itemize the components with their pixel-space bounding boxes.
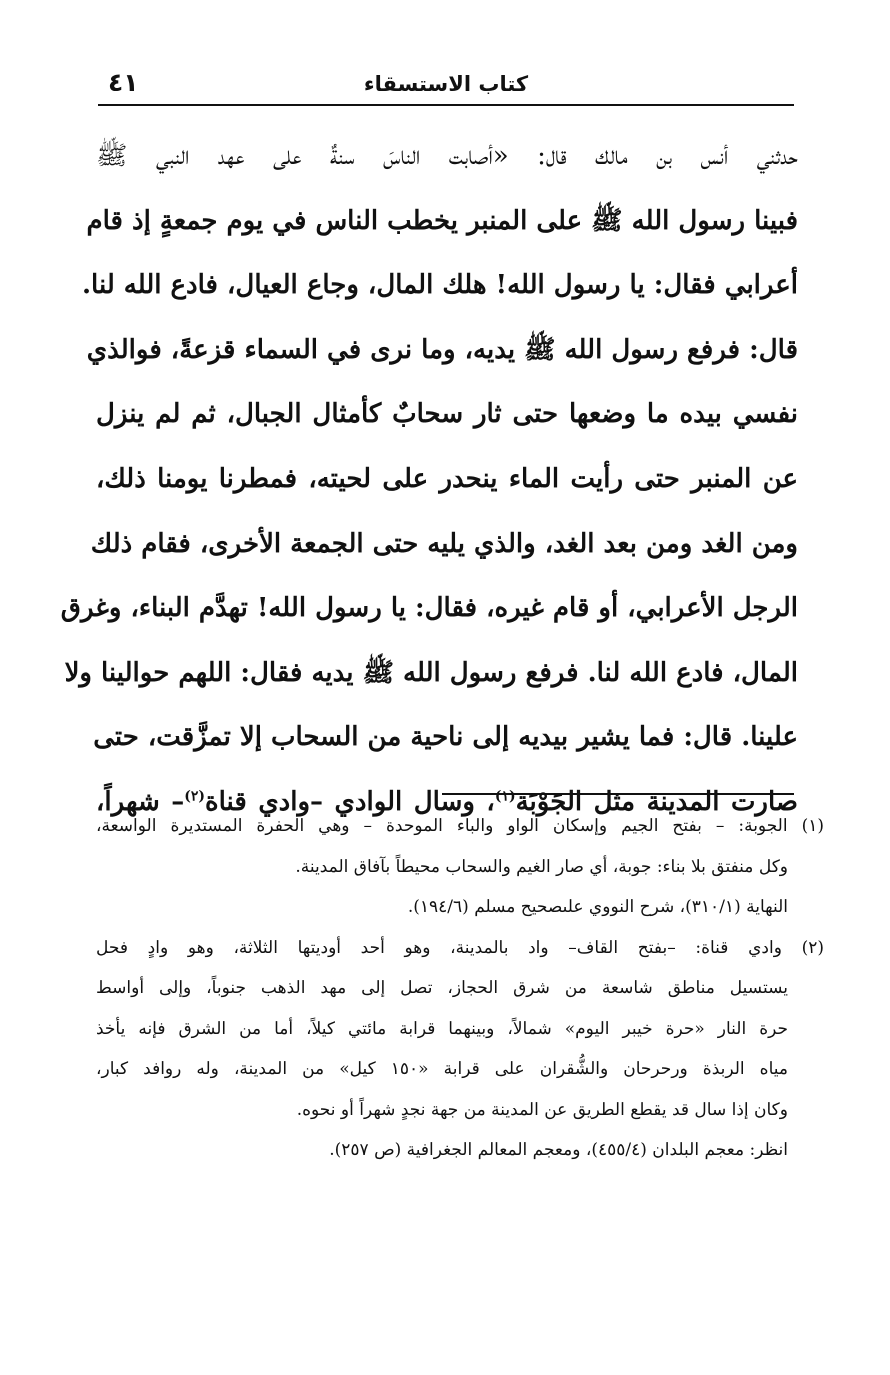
text-line: حدثني أنس بن مالك قال: «أصابت الناسَ سنةٌ على عهد النبي ﷺ xyxy=(96,141,798,171)
text-segment: – شهراً، xyxy=(96,786,185,817)
text-line: نفسي بيده ما وضعها حتى ثار سحابٌ كأمثال الجبال، ثم لم ينزل xyxy=(96,399,798,430)
text-line: أعرابي فقال: يا رسول الله! هلك المال، وجاع العيال، فادع الله لنا. xyxy=(82,270,798,301)
text-line: ومن الغد ومن بعد الغد، والذي يليه حتى الجمعة الأخرى، فقام ذلك xyxy=(90,528,798,559)
page-header xyxy=(98,70,794,100)
text-line: علينا. قال: فما يشير بيديه إلى ناحية من السحاب إلا تمزَّقت، حتى xyxy=(93,722,798,753)
text-line: عن المنبر حتى رأيت الماء ينحدر على لحيته، فمطرنا يومنا ذلك، xyxy=(96,463,798,494)
footnote-ref-1[interactable]: (١) xyxy=(494,788,516,805)
footnote-line: (٢) وادي قناة: –بفتح القاف– واد بالمدينة، وهو أحد أوديتها الثلاثة، وهو وادٍ فحل xyxy=(96,937,824,958)
text-line: المال، فادع الله لنا. فرفع رسول الله ﷺ يديه فقال: اللهم حوالينا ولا xyxy=(64,657,798,688)
chapter-title: كتاب الاستسقاء xyxy=(363,72,529,96)
footnotes xyxy=(96,806,824,1171)
footnote-line: وكان إذا سال قد يقطع الطريق عن المدينة من جهة نجدٍ شهراً أو نحوه. xyxy=(296,1099,788,1120)
footnote-ref-2[interactable]: (٢) xyxy=(184,788,206,805)
page-number: ٤١ xyxy=(108,68,139,97)
text-line: قال: فرفع رسول الله ﷺ يديه، وما نرى في السماء قزعةً، فوالذي xyxy=(86,334,798,365)
footnote-line: النهاية (٣١٠/١)، شرح النووي علىصحيح مسلم (١٩٤/٦). xyxy=(407,897,788,917)
header-rule xyxy=(98,104,794,106)
footnote-line: مياه الربذة ورحرحان والشُّقران على قرابة «١٥٠ كيل» من المدينة، وله روافد كبار، xyxy=(96,1059,788,1079)
text-segment: صارت المدينة مثل الجَوْبَة xyxy=(515,786,798,817)
footnote-line: انظر: معجم البلدان (٤٥٥/٤)، ومعجم المعالم الجغرافية (ص ٢٥٧). xyxy=(329,1140,788,1160)
footnote-separator xyxy=(442,793,794,795)
hadith-text xyxy=(60,124,798,835)
text-line: فبينا رسول الله ﷺ على المنبر يخطب الناس في يوم جمعةٍ إذ قام xyxy=(86,205,798,236)
text-segment: ، وسال الوادي –وادي قناة xyxy=(205,786,495,817)
footnote-line: حرة النار «حرة خيبر اليوم» شمالاً، وبينهما قرابة مائتي كيلاً، أما من الشرق فإنه يأخذ xyxy=(96,1018,788,1039)
text-line: الرجل الأعرابي، أو قام غيره، فقال: يا رسول الله! تهدَّم البناء، وغرق xyxy=(60,593,798,624)
footnote-line: وكل منفتق بلا بناء: جوبة، أي صار الغيم والسحاب محيطاً بآفاق المدينة. xyxy=(295,856,788,877)
footnote-line: يستسيل مناطق شاسعة من شرق الحجاز، تصل إلى مهد الذهب جنوباً، وإلى أواسط xyxy=(96,978,788,998)
footnote-line: (١) الجوبة: – بفتح الجيم وإسكان الواو والباء الموحدة – وهي الحفرة المستديرة الواسعة، xyxy=(96,816,824,836)
